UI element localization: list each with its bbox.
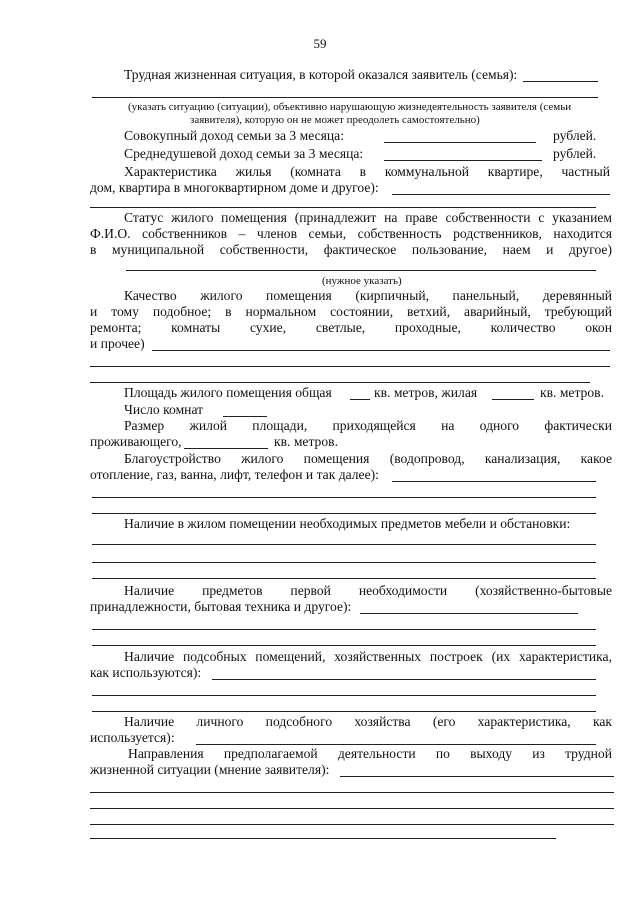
auxiliary-field[interactable] (212, 679, 596, 680)
amenities-line-1: Благоустройство жилого помещения (водопровод, канализация, какое (124, 451, 612, 466)
essentials-line-extra-1[interactable] (92, 629, 596, 630)
amenities-line-2: отопление, газ, ванна, лифт, телефон и так далее): (90, 467, 379, 482)
essentials-field[interactable] (360, 613, 578, 614)
essentials-line-1: Наличие предметов первой необходимости (хозяйственно-бытовые (124, 583, 612, 598)
amenities-line-extra-1[interactable] (92, 497, 596, 498)
essentials-line-extra-2[interactable] (92, 645, 596, 646)
situation-label: Трудная жизненная ситуация, в которой оказался заявитель (семья): (124, 67, 518, 82)
area-living-label: кв. метров, жилая (374, 385, 478, 400)
size-line-1: Размер жилой площади, приходящейся на одного фактически (124, 418, 612, 433)
auxiliary-line-1: Наличие подсобных помещений, хозяйственных построек (их характеристика, (124, 649, 612, 664)
farm-line-1: Наличие личного подсобного хозяйства (его характеристика, как (124, 714, 612, 729)
directions-line-extra-1[interactable] (90, 792, 614, 793)
housing-char-field[interactable] (392, 194, 610, 195)
needed-hint: (нужное указать) (322, 275, 402, 287)
situation-line-2[interactable] (92, 97, 598, 98)
quality-line-extra-1[interactable] (90, 366, 610, 367)
directions-line-1: Направления предполагаемой деятельности по выходу из трудной (128, 746, 612, 761)
area-total-label: Площадь жилого помещения общая (124, 385, 332, 400)
quality-line-extra-2[interactable] (90, 382, 590, 383)
auxiliary-line-extra-1[interactable] (92, 695, 596, 696)
total-income-currency: рублей. (553, 128, 597, 143)
per-capita-income-currency: рублей. (553, 146, 597, 161)
directions-line-extra-4[interactable] (90, 838, 556, 839)
area-living-field[interactable] (492, 399, 534, 400)
status-line-2: Ф.И.О. собственников – членов семьи, собственность родственников, находится (90, 226, 612, 241)
quality-line-3: ремонта; комнаты сухие, светлые, проходные, количество окон (90, 320, 612, 335)
directions-line-extra-3[interactable] (90, 824, 614, 825)
auxiliary-line-2: как используются): (90, 665, 202, 680)
housing-char-line-2: дом, квартира в многоквартирном доме и другое): (90, 180, 379, 195)
directions-line-extra-2[interactable] (90, 808, 614, 809)
essentials-line-2: принадлежности, бытовая техника и другое): (90, 599, 352, 614)
size-field[interactable] (184, 448, 268, 449)
page-number: 59 (313, 36, 327, 51)
status-line-1: Статус жилого помещения (принадлежит на праве собственности с указанием (124, 210, 612, 225)
housing-char-line-extra[interactable] (90, 207, 596, 208)
farm-line-2: используется): (90, 730, 175, 745)
quality-line-1: Качество жилого помещения (кирпичный, панельный, деревянный (124, 288, 612, 303)
amenities-field[interactable] (392, 481, 596, 482)
rooms-label: Число комнат (124, 402, 204, 417)
area-unit: кв. метров. (540, 385, 604, 400)
quality-field[interactable] (152, 350, 610, 351)
status-line-3: в муниципальной собственности, фактическое пользование, наем и другое) (90, 242, 612, 257)
per-capita-income-field[interactable] (384, 160, 542, 161)
status-field[interactable] (126, 270, 596, 271)
furniture-line-2[interactable] (92, 562, 596, 563)
furniture-label: Наличие в жилом помещении необходимых предметов мебели и обстановки: (124, 516, 571, 531)
quality-line-2: и тому подобное; в нормальном состоянии, ветхий, аварийный, требующий (90, 304, 612, 319)
furniture-line-1[interactable] (92, 544, 596, 545)
auxiliary-line-extra-2[interactable] (92, 711, 596, 712)
area-total-field[interactable] (350, 399, 370, 400)
furniture-line-3[interactable] (92, 578, 596, 579)
farm-field[interactable] (196, 744, 596, 745)
amenities-line-extra-2[interactable] (92, 513, 596, 514)
total-income-label: Совокупный доход семьи за 3 месяца: (124, 128, 344, 143)
situation-field[interactable] (523, 81, 598, 82)
rooms-field[interactable] (223, 416, 267, 417)
housing-char-line-1: Характеристика жилья (комната в коммунальной квартире, частный (124, 164, 610, 179)
quality-line-4: и прочее) (90, 336, 145, 351)
situation-hint-2: заявителя), которую он не может преодолеть самостоятельно) (190, 114, 480, 126)
size-line-2-label: проживающего, (90, 434, 182, 449)
total-income-field[interactable] (384, 142, 536, 143)
situation-hint-1: (указать ситуацию (ситуации), объективно нарушающую жизнедеятельность заявителя (семьи (128, 101, 572, 113)
directions-field[interactable] (340, 776, 614, 777)
size-unit: кв. метров. (274, 434, 338, 449)
directions-line-2: жизненной ситуации (мнение заявителя): (90, 762, 330, 777)
per-capita-income-label: Среднедушевой доход семьи за 3 месяца: (124, 146, 364, 161)
